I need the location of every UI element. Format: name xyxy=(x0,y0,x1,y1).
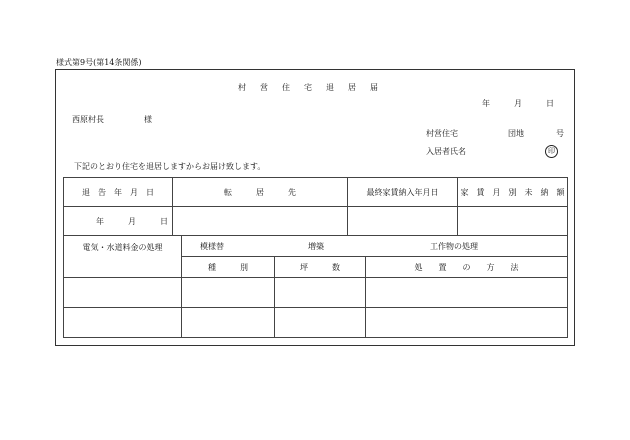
area-cell xyxy=(275,278,366,308)
seal-mark xyxy=(545,145,558,158)
structure-header-cell xyxy=(182,236,568,257)
addition-label: 増築 xyxy=(308,242,324,251)
type-cell xyxy=(182,308,275,338)
housing-label: 村営住宅 xyxy=(426,129,458,138)
structure-label: 工作物の処理 xyxy=(430,242,478,251)
date-line: 年 月 日 xyxy=(482,99,554,108)
seal-circle: 印 xyxy=(545,145,558,158)
housing-value: 団地 号 xyxy=(508,129,564,138)
disposal-row xyxy=(64,278,568,308)
header-notice-date: 退 告 年 月 日 xyxy=(64,178,173,207)
move-out-header-row xyxy=(64,178,568,207)
header-new-address: 転 居 先 xyxy=(173,178,348,207)
addressee: 西原村長 様 xyxy=(72,115,152,124)
header-area: 坪 数 xyxy=(275,257,366,278)
structure-header xyxy=(182,236,567,256)
statement: 下記のとおり住宅を退居しますからお届け致します。 xyxy=(74,162,266,171)
utility-header xyxy=(64,236,182,278)
header-type: 種 別 xyxy=(182,257,275,278)
area-cell xyxy=(275,308,366,338)
notice-date-cell: 年 月 日 xyxy=(64,207,173,236)
form-title: 村 営 住 宅 退 居 届 xyxy=(238,83,381,92)
new-address-cell xyxy=(173,207,348,236)
utility-cell xyxy=(64,278,182,308)
disposal-table xyxy=(63,235,568,338)
unpaid-rent-cell xyxy=(458,207,568,236)
last-rent-date-cell xyxy=(348,207,458,236)
header-last-rent-date: 最終家賃納入年月日 xyxy=(348,178,458,207)
method-cell xyxy=(366,278,568,308)
disposal-header-row xyxy=(64,236,568,257)
header-unpaid-rent: 家 賃 月 別 未 納 額 xyxy=(458,178,568,207)
header-disposal-method: 処 置 の 方 法 xyxy=(366,257,568,278)
move-out-value-row xyxy=(64,207,568,236)
method-cell xyxy=(366,308,568,338)
change-label: 模様替 xyxy=(200,242,224,251)
utility-cell xyxy=(64,308,182,338)
disposal-row xyxy=(64,308,568,338)
occupant-label: 入居者氏名 xyxy=(426,147,466,156)
form-number: 様式第9号(第14条関係) xyxy=(56,58,142,67)
type-cell xyxy=(182,278,275,308)
utility-header-label: 電気・水道料金の処理 xyxy=(82,243,163,252)
move-out-table xyxy=(63,177,568,236)
